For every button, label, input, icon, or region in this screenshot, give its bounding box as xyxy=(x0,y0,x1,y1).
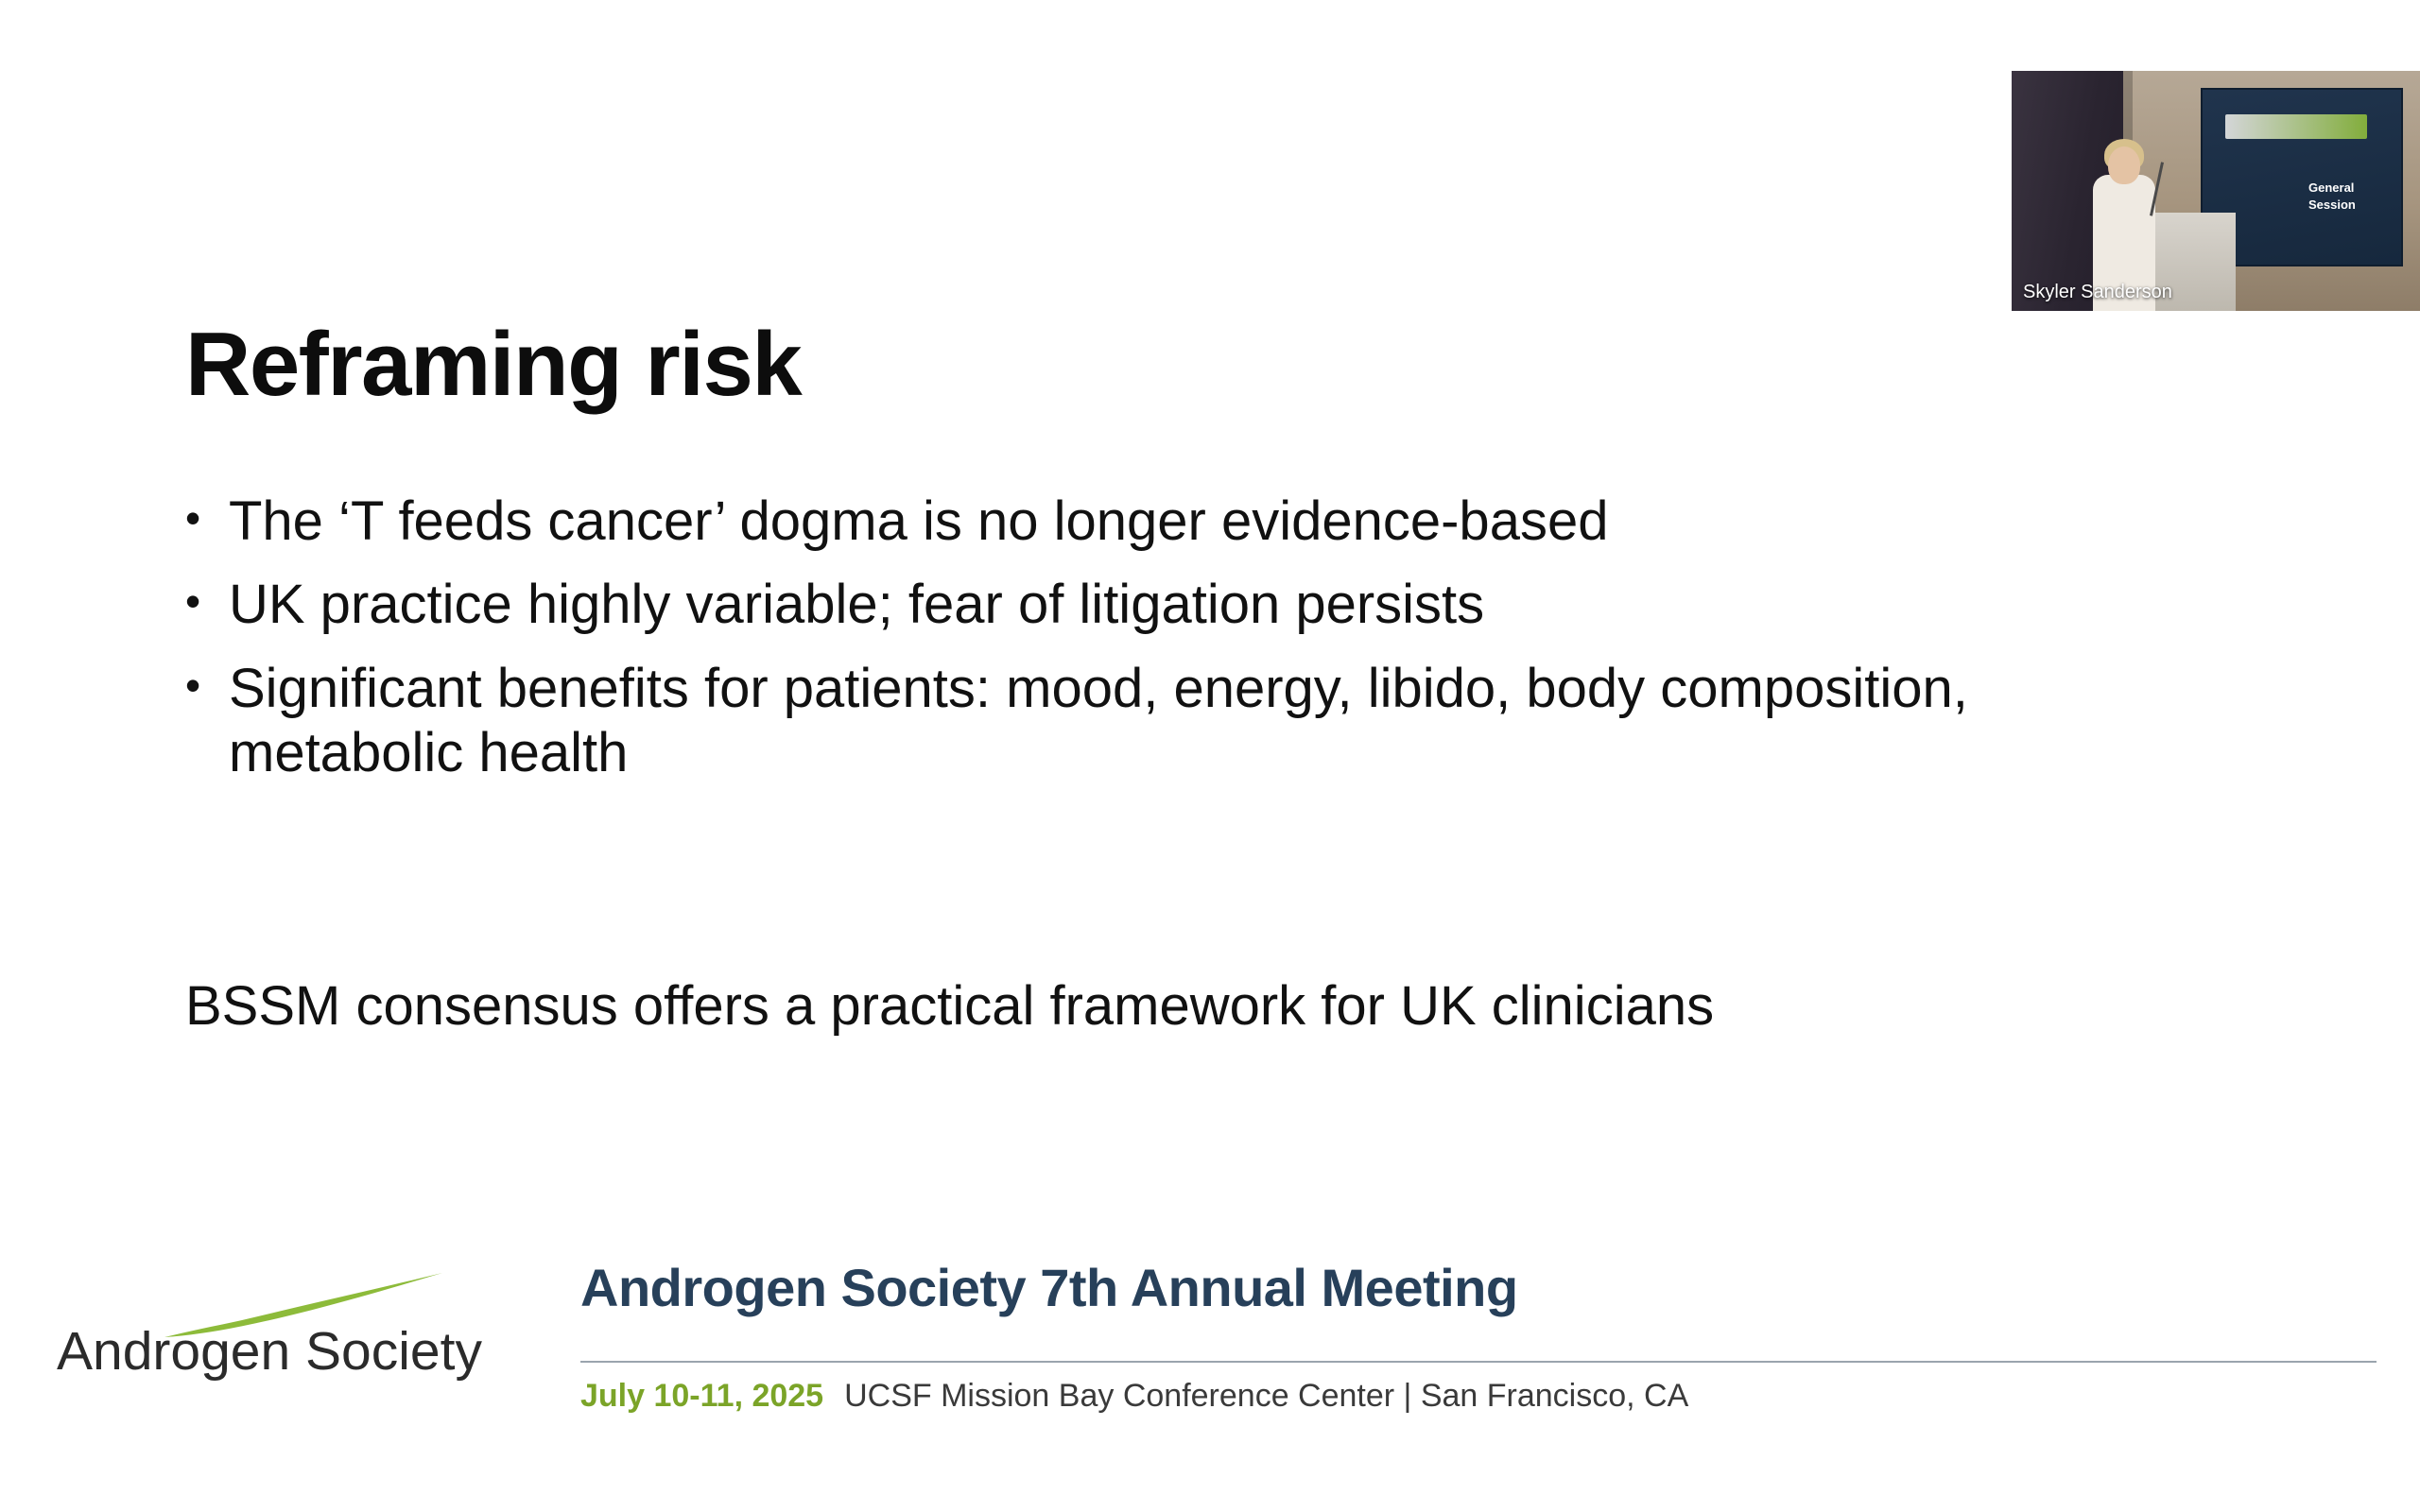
slide-footer xyxy=(0,1247,2420,1512)
closing-statement: BSSM consensus offers a practical framework for UK clinicians xyxy=(185,975,1715,1037)
list-item-text: UK practice highly variable; fear of litigation persists xyxy=(229,574,1485,636)
bullet-list xyxy=(185,490,2170,805)
androgen-society-logo xyxy=(57,1271,529,1394)
meeting-venue: UCSF Mission Bay Conference Center | San Francisco, CA xyxy=(844,1378,1689,1414)
list-item-text: Significant benefits for patients: mood, energy, libido, body composition, metabolic health xyxy=(229,657,1968,784)
list-item xyxy=(185,490,2170,554)
bullet-dot-icon: • xyxy=(185,493,201,542)
meeting-details xyxy=(580,1378,1688,1415)
speaker-name-bar xyxy=(2012,279,2420,311)
bullet-dot-icon: • xyxy=(185,660,201,710)
page-title: Reframing risk xyxy=(185,314,802,416)
logo-text: Androgen Society xyxy=(57,1321,482,1382)
meeting-title-block xyxy=(580,1257,2377,1318)
banner-logo-icon xyxy=(2225,114,2367,139)
bullet-dot-icon: • xyxy=(185,576,201,627)
speaker-head xyxy=(2108,146,2140,184)
webcam-video-overlay[interactable] xyxy=(2012,71,2420,311)
meeting-date: July 10-11, 2025 xyxy=(580,1378,824,1414)
speaker-name: Skyler Sanderson xyxy=(2023,282,2172,302)
list-item xyxy=(185,573,2170,637)
banner-line-1: General xyxy=(2308,180,2355,195)
list-item-text: The ‘T feeds cancer’ dogma is no longer evidence-based xyxy=(229,490,1609,552)
list-item xyxy=(185,657,2170,786)
meeting-title: Androgen Society 7th Annual Meeting xyxy=(580,1258,1518,1317)
banner-line-2: Session xyxy=(2308,198,2356,212)
footer-divider xyxy=(580,1361,2377,1363)
